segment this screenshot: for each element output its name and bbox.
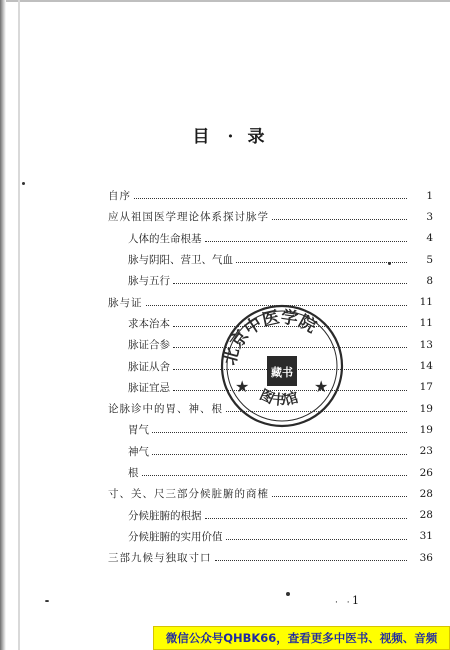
scan-speck <box>22 182 25 185</box>
toc-entry-title: 脉证宜忌 <box>128 381 170 394</box>
book-page <box>30 0 433 650</box>
library-stamp <box>213 300 351 430</box>
toc-entry-title: 人体的生命根基 <box>128 232 202 245</box>
toc-entry-page: 26 <box>419 466 433 479</box>
toc-entry <box>108 547 433 568</box>
toc-entry <box>108 483 433 504</box>
toc-entry-title: 胃气 <box>128 424 149 437</box>
toc-entry-page: 1 <box>426 189 433 202</box>
toc-entry-title: 求本治本 <box>128 317 170 330</box>
toc-leader-dots <box>173 283 407 284</box>
toc-entry-page: 28 <box>419 509 433 522</box>
toc-entry-page: 3 <box>426 210 433 223</box>
toc-entry-title: 根 <box>128 467 139 479</box>
toc-entry-title: 脉证合参 <box>128 339 170 352</box>
toc-entry-title: 应从祖国医学理论体系探讨脉学 <box>108 211 269 224</box>
toc-entry <box>108 185 433 206</box>
toc-entry-title: 三部九候与独取寸口 <box>108 552 212 565</box>
toc-entry <box>108 228 433 249</box>
toc-entry-page: 36 <box>419 551 433 564</box>
toc-entry-title: 自序 <box>108 190 131 203</box>
toc-leader-dots <box>205 241 408 242</box>
toc-entry-page: 17 <box>419 381 433 394</box>
toc-leader-dots <box>226 539 408 540</box>
toc-entry-page: 23 <box>419 445 433 458</box>
toc-leader-dots <box>272 496 407 497</box>
toc-entry <box>108 441 433 462</box>
toc-entry-page: 19 <box>419 402 433 415</box>
title-char-1: 目 <box>192 127 228 147</box>
stamp-center-text: 藏书 <box>271 366 293 379</box>
toc-leader-dots <box>236 262 407 263</box>
toc-leader-dots <box>142 475 408 476</box>
stamp-star-right: ★ <box>314 377 329 396</box>
toc-entry-page: 8 <box>426 274 433 287</box>
watermark-banner: 微信公众号QHBK66，查看更多中医书、视频、音频 <box>153 626 450 650</box>
toc-leader-dots <box>152 432 407 433</box>
page-number: 1 <box>352 594 359 607</box>
toc-entry-page: 11 <box>419 317 433 330</box>
scan-line <box>18 0 20 650</box>
toc-entry-page: 19 <box>419 423 433 436</box>
toc-leader-dots <box>134 198 407 199</box>
title-char-2: 录 <box>247 127 283 147</box>
scan-speck <box>388 262 391 265</box>
toc-entry <box>108 462 433 483</box>
toc-entry-title: 神气 <box>128 445 149 458</box>
scan-speck <box>45 600 49 602</box>
toc-entry <box>108 526 433 547</box>
toc-entry-page: 5 <box>426 253 433 266</box>
toc-entry-title: 分候脏腑的实用价值 <box>128 530 223 543</box>
footer-dots: · · <box>335 598 353 608</box>
toc-leader-dots <box>215 560 408 561</box>
toc-entry-title: 分候脏腑的根据 <box>128 509 202 522</box>
toc-leader-dots <box>205 518 408 519</box>
toc-entry <box>108 249 433 270</box>
toc-entry-page: 14 <box>419 360 433 373</box>
toc-entry-title: 寸、关、尺三部分候脏腑的商榷 <box>108 488 269 501</box>
toc-entry <box>108 270 433 291</box>
stamp-bottom-text: 图书馆 <box>256 387 301 410</box>
toc-entry-page: 13 <box>419 338 433 351</box>
toc-entry-page: 11 <box>419 296 433 309</box>
stamp-ring-text: 北京中医学院 <box>219 307 320 368</box>
scan-shadow-left <box>0 0 6 650</box>
toc-entry-title: 脉与证 <box>108 296 143 309</box>
toc-entry-title: 脉与五行 <box>128 275 170 288</box>
toc-entry-page: 4 <box>426 232 433 245</box>
toc-entry-title: 论脉诊中的胃、神、根 <box>108 403 223 416</box>
scan-speck <box>286 592 290 596</box>
toc-entry-title: 脉证从舍 <box>128 360 170 373</box>
toc-entry-title: 脉与阴阳、营卫、气血 <box>128 254 233 267</box>
toc-entry-page: 31 <box>419 530 433 543</box>
stamp-star-left: ★ <box>235 377 250 396</box>
toc-leader-dots <box>152 454 407 455</box>
toc-entry <box>108 206 433 227</box>
toc-entry <box>108 504 433 525</box>
title-dot: · <box>227 127 234 147</box>
page-title <box>30 122 445 147</box>
toc-entry-page: 28 <box>419 487 433 500</box>
toc-leader-dots <box>272 219 407 220</box>
